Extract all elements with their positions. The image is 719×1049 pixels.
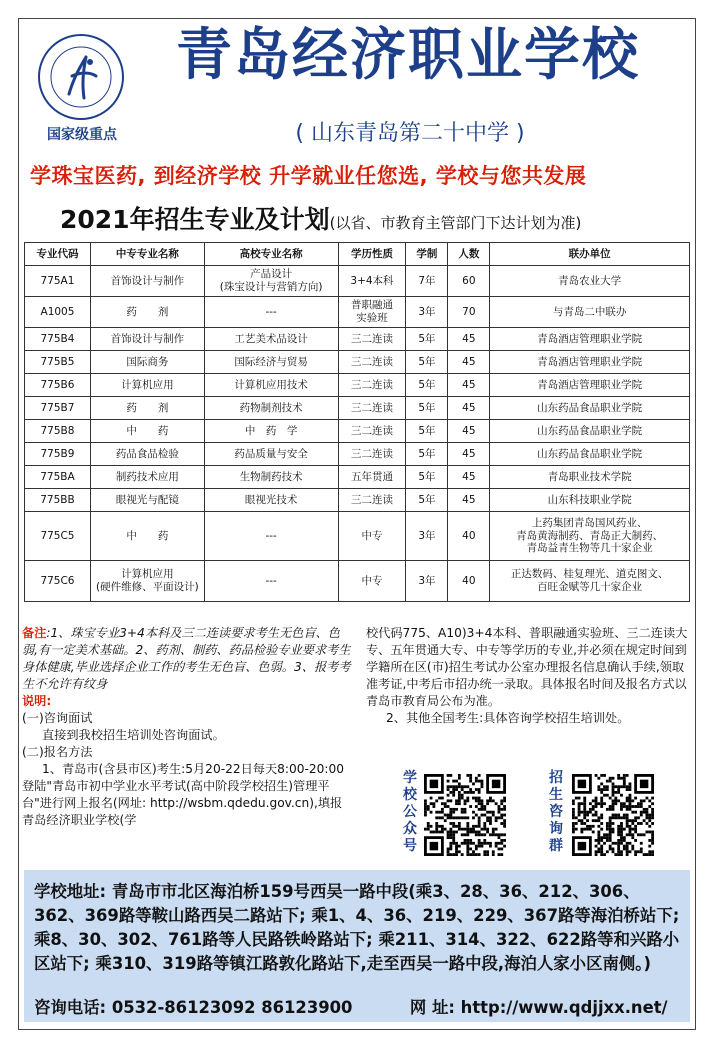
cell-count: 40: [448, 561, 490, 602]
cell-college: 中 药 学: [204, 420, 338, 443]
cell-count: 40: [448, 512, 490, 561]
cell-partner: 正达数码、桂复理光、道克图文、 百旺金赋等几十家企业: [490, 561, 690, 602]
cell-code: 775BB: [25, 489, 91, 512]
cell-code: 775B5: [25, 351, 91, 374]
cell-nature: 三二连读: [338, 397, 406, 420]
notes-right-column: [366, 625, 688, 727]
cell-nature: 三二连读: [338, 351, 406, 374]
cell-code: 775C5: [25, 512, 91, 561]
cell-count: 60: [448, 266, 490, 297]
column-header: 学历性质: [338, 243, 406, 266]
cell-college: 产品设计 (珠宝设计与营销方向): [204, 266, 338, 297]
cell-code: 775B4: [25, 328, 91, 351]
cell-nature: 三二连读: [338, 489, 406, 512]
cell-nature: 普职融通 实验班: [338, 297, 406, 328]
cell-partner: 山东药品食品职业学院: [490, 443, 690, 466]
table-row: [25, 397, 690, 420]
cell-major: 药 剂: [90, 397, 204, 420]
table-row: [25, 443, 690, 466]
logo-caption: 国家级重点: [47, 127, 117, 143]
table-row: [25, 266, 690, 297]
cell-partner: 山东药品食品职业学院: [490, 420, 690, 443]
cell-code: 775B7: [25, 397, 91, 420]
cell-partner: 与青岛二中联办: [490, 297, 690, 328]
cell-partner: 青岛农业大学: [490, 266, 690, 297]
cell-count: 45: [448, 397, 490, 420]
cell-major: 首饰设计与制作: [90, 328, 204, 351]
cell-partner: 上药集团青岛国风药业、 青岛黄海制药、青岛正大制药、 青岛益青生物等几十家企业: [490, 512, 690, 561]
website-label: 网 址:: [409, 998, 455, 1017]
cell-code: 775B6: [25, 374, 91, 397]
school-name: 青岛经济职业学校: [176, 23, 640, 88]
column-header: 中专专业名称: [90, 243, 204, 266]
cell-nature: 3+4本科: [338, 266, 406, 297]
column-header: 人数: [448, 243, 490, 266]
cell-college: 药品质量与安全: [204, 443, 338, 466]
cell-nature: 五年贯通: [338, 466, 406, 489]
cell-major: 眼视光与配镜: [90, 489, 204, 512]
table-row: [25, 351, 690, 374]
remark-label: 备注: [22, 626, 47, 640]
qr-label-official-account: [402, 770, 418, 855]
cell-college: ---: [204, 512, 338, 561]
cell-count: 45: [448, 489, 490, 512]
cell-years: 5年: [406, 374, 448, 397]
cell-count: 45: [448, 443, 490, 466]
cell-code: A1005: [25, 297, 91, 328]
cell-partner: 青岛酒店管理职业学院: [490, 374, 690, 397]
cell-partner: 青岛职业技术学院: [490, 466, 690, 489]
cell-college: 工艺美术品设计: [204, 328, 338, 351]
cell-college: 生物制药技术: [204, 466, 338, 489]
cell-partner: 青岛酒店管理职业学院: [490, 351, 690, 374]
cell-major: 计算机应用 (硬件维修、平面设计): [90, 561, 204, 602]
qr-label-consult-group: [548, 770, 564, 855]
item1-title: (一)咨询面试: [22, 711, 93, 725]
cell-years: 3年: [406, 297, 448, 328]
right-text: 校代码775、A10)3+4本科、普职融通实验班、三二连读大专、五年贯通大专、中专等学历的专业,并必须在规定时间到学籍所在区(市)招生考试办公室办理报名信息确认手续,领取准考证,中考后市招办统一录取。具体报名时间及报名方式以青岛市教育局公布为准。: [366, 626, 688, 708]
cell-major: 药品食品检验: [90, 443, 204, 466]
qr-label-text: 招生咨询群: [549, 770, 563, 854]
school-alias: ( 山东青岛第二十中学 ): [295, 121, 525, 146]
address-block: [34, 880, 684, 976]
cell-college: ---: [204, 561, 338, 602]
column-header: 联办单位: [490, 243, 690, 266]
cell-count: 45: [448, 420, 490, 443]
item1-text: 直接到我校招生培训处咨询面试。: [42, 728, 225, 742]
cell-years: 5年: [406, 328, 448, 351]
cell-major: 计算机应用: [90, 374, 204, 397]
cell-years: 7年: [406, 266, 448, 297]
item2-text: 1、青岛市(含县市区)考生:5月20-22日每天8:00-20:00登陆"青岛市初中学业水平考试(高中阶段学校招生)管理平台"进行网上报名(网址: http://wsbm.qdedu.gov.cn),填报青岛经济职业学校(学: [22, 762, 345, 827]
right-item2: 2、其他全国考生:具体咨询学校招生培训处。: [386, 711, 630, 725]
remark-paragraph: [22, 625, 354, 693]
cell-years: 3年: [406, 512, 448, 561]
cell-major: 制药技术应用: [90, 466, 204, 489]
cell-nature: 中专: [338, 512, 406, 561]
cell-college: ---: [204, 297, 338, 328]
cell-code: 775BA: [25, 466, 91, 489]
cell-count: 45: [448, 328, 490, 351]
table-row: [25, 561, 690, 602]
plan-title: 2021年招生专业及计划: [60, 205, 330, 234]
column-header: 学制: [406, 243, 448, 266]
cell-code: 775A1: [25, 266, 91, 297]
table-row: [25, 466, 690, 489]
cell-years: 5年: [406, 466, 448, 489]
cell-years: 3年: [406, 561, 448, 602]
table-row: [25, 420, 690, 443]
cell-years: 5年: [406, 420, 448, 443]
plan-title-row: [60, 200, 700, 236]
cell-years: 5年: [406, 489, 448, 512]
cell-code: 775B8: [25, 420, 91, 443]
cell-nature: 三二连读: [338, 328, 406, 351]
cell-college: 药物制剂技术: [204, 397, 338, 420]
table-row: [25, 328, 690, 351]
address-text: 青岛市市北区海泊桥159号西吴一路中段(乘3、28、36、212、306、362、369路等鞍山路西吴二路站下; 乘1、4、36、219、229、367路等海泊桥站下; 乘8、30、302、761路等人民路铁岭路站下; 乘211、314、322、622路等和兴路小区站下; 乘310、319路等镇江路敦化路站下,走至西吴一路中段,海泊人家小区南侧。): [34, 882, 680, 973]
cell-years: 5年: [406, 443, 448, 466]
cell-count: 45: [448, 466, 490, 489]
cell-college: 眼视光技术: [204, 489, 338, 512]
notes-left-column: [22, 625, 354, 829]
table-row: [25, 489, 690, 512]
enrollment-plan-table: [24, 242, 690, 602]
remark-text: :1、珠宝专业3+4本科及三二连读要求考生无色盲、色弱,有一定美术基础。2、药剂、制药、药品检验专业要求考生身体健康,毕业选择企业工作的考生无色盲、色弱。3、报考考生不允许有纹身: [22, 626, 351, 691]
cell-partner: 山东药品食品职业学院: [490, 397, 690, 420]
cell-college: 国际经济与贸易: [204, 351, 338, 374]
plan-note: (以省、市教育主管部门下达计划为准): [329, 214, 582, 232]
table-body: [25, 266, 690, 602]
table-row: [25, 374, 690, 397]
item2-title: (二)报名方法: [22, 745, 93, 759]
column-header: 高校专业名称: [204, 243, 338, 266]
cell-major: 中 药: [90, 512, 204, 561]
cell-nature: 三二连读: [338, 420, 406, 443]
cell-major: 药 剂: [90, 297, 204, 328]
cell-years: 5年: [406, 397, 448, 420]
contact-line: [34, 996, 684, 1020]
cell-major: 首饰设计与制作: [90, 266, 204, 297]
phone-label: 咨询电话:: [34, 998, 107, 1017]
column-header: 专业代码: [25, 243, 91, 266]
cell-partner: 山东科技职业学院: [490, 489, 690, 512]
explain-label: 说明:: [22, 694, 52, 708]
cell-nature: 中专: [338, 561, 406, 602]
table-header-row: [25, 243, 690, 266]
cell-partner: 青岛酒店管理职业学院: [490, 328, 690, 351]
table-row: [25, 512, 690, 561]
cell-major: 中 药: [90, 420, 204, 443]
cell-count: 45: [448, 374, 490, 397]
address-label: 学校地址:: [34, 882, 107, 901]
school-logo: [36, 32, 126, 122]
cell-nature: 三二连读: [338, 443, 406, 466]
footer-contact-panel: [24, 870, 690, 1022]
phone-number[interactable]: 0532-86123092 86123900: [111, 998, 353, 1017]
table-row: [25, 297, 690, 328]
consult-group-qr-code[interactable]: [572, 774, 654, 856]
official-account-qr-code[interactable]: [424, 774, 506, 856]
cell-code: 775C6: [25, 561, 91, 602]
cell-count: 45: [448, 351, 490, 374]
qr-label-text: 学校公众号: [403, 770, 417, 854]
website-link[interactable]: http://www.qdjjxx.net/: [460, 998, 668, 1017]
cell-years: 5年: [406, 351, 448, 374]
cell-college: 计算机应用技术: [204, 374, 338, 397]
cell-code: 775B9: [25, 443, 91, 466]
cell-count: 70: [448, 297, 490, 328]
cell-nature: 三二连读: [338, 374, 406, 397]
cell-major: 国际商务: [90, 351, 204, 374]
slogan: 学珠宝医药, 到经济学校 升学就业任您选, 学校与您共发展: [30, 164, 587, 188]
